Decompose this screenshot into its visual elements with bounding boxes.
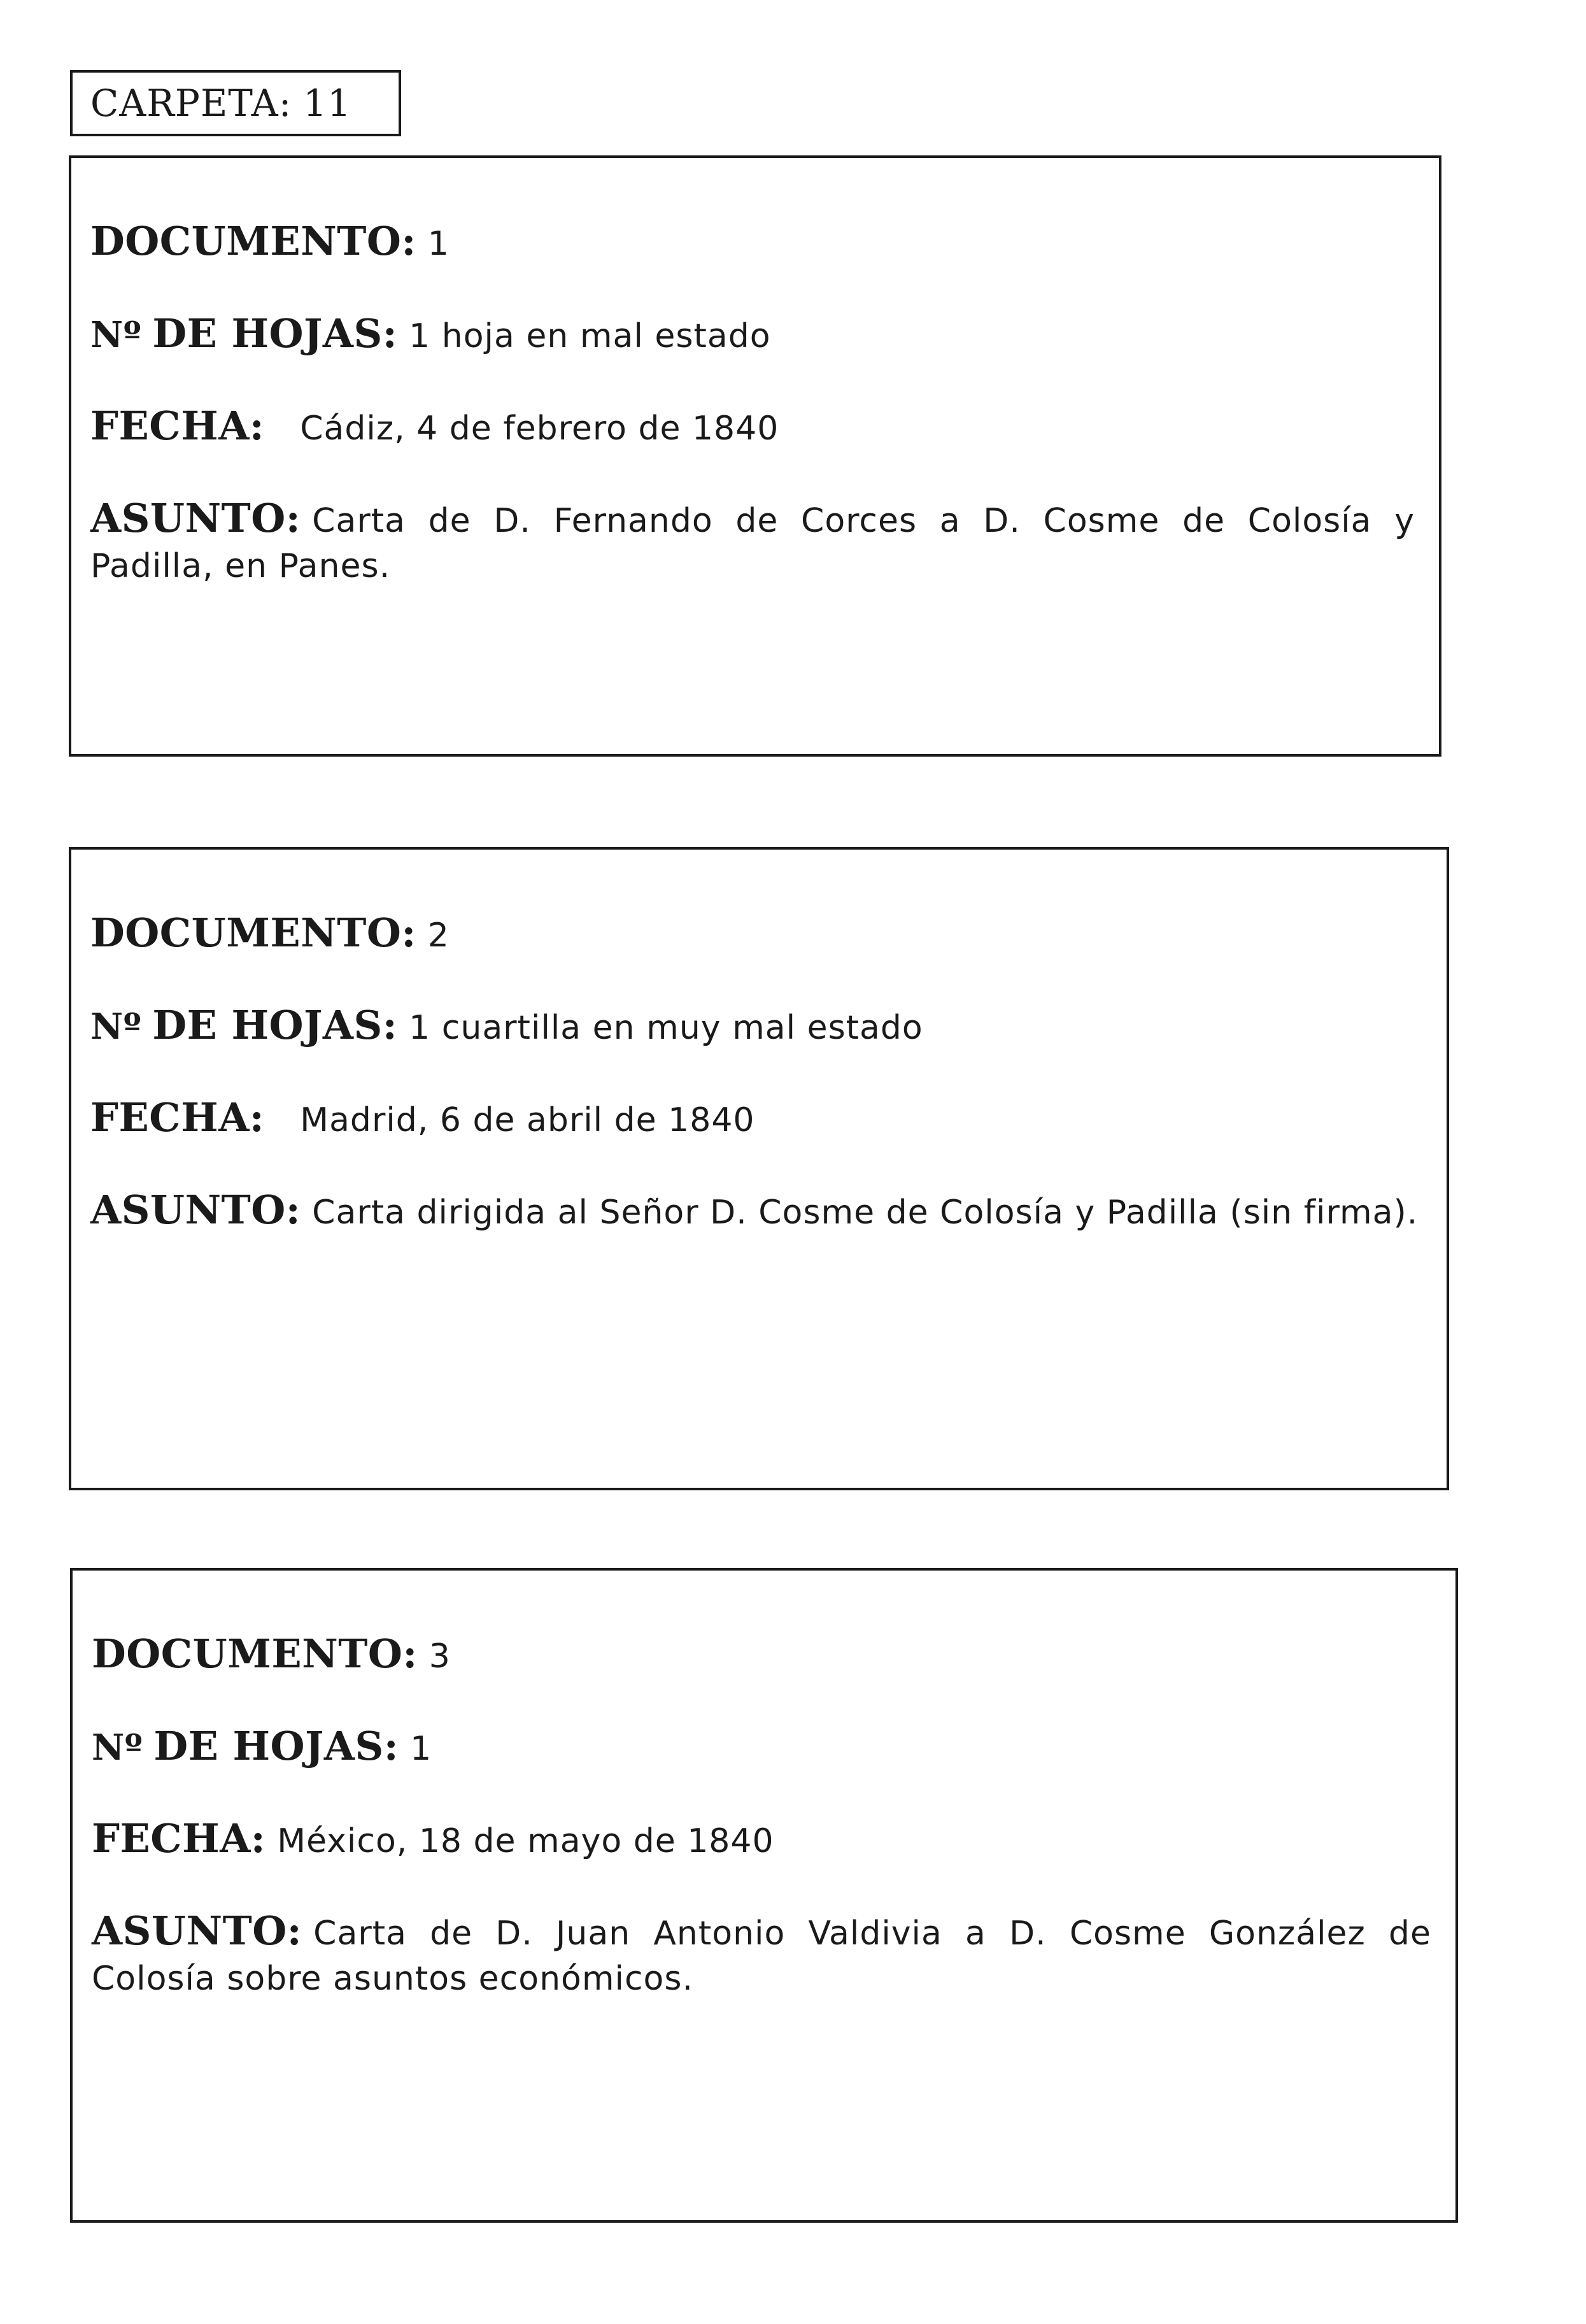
- date-value: Cádiz, 4 de febrero de 1840: [300, 410, 779, 448]
- document-label: DOCUMENTO:: [90, 909, 416, 956]
- sheets-value: 1: [410, 1730, 432, 1768]
- date-label: FECHA:: [90, 1094, 265, 1141]
- sheets-row: [92, 1724, 1431, 1771]
- sheets-prefix: Nº: [92, 1727, 143, 1769]
- sheets-prefix: Nº: [90, 314, 142, 356]
- sheets-label: DE HOJAS:: [152, 1002, 398, 1048]
- document-card-3: [70, 1568, 1458, 2223]
- document-label: DOCUMENTO:: [92, 1630, 418, 1677]
- subject-label: ASUNTO:: [90, 495, 301, 541]
- subject-row: [90, 1188, 1422, 1235]
- date-row: [90, 1095, 1422, 1143]
- date-label: FECHA:: [90, 403, 265, 449]
- subject-value: Carta dirigida al Señor D. Cosme de Colosía y Padilla (sin firma).: [312, 1194, 1419, 1232]
- sheets-prefix: Nº: [90, 1006, 142, 1048]
- sheets-row: [90, 1003, 1422, 1050]
- document-number-row: [92, 1632, 1431, 1679]
- subject-label: ASUNTO:: [90, 1187, 301, 1233]
- folder-header: [70, 70, 401, 136]
- date-row: [92, 1816, 1431, 1864]
- subject-value: Carta de D. Juan Antonio Valdivia a D. Cosme González de Colosía sobre asuntos económicos.: [92, 1914, 1431, 1998]
- document-label: DOCUMENTO:: [90, 218, 416, 264]
- date-value: México, 18 de mayo de 1840: [277, 1822, 774, 1860]
- document-number-row: [90, 219, 1415, 266]
- subject-row: [92, 1909, 1431, 2001]
- document-number: 2: [427, 916, 450, 955]
- sheets-label: DE HOJAS:: [153, 1723, 399, 1769]
- folder-number: 11: [303, 82, 352, 125]
- subject-row: [90, 496, 1415, 588]
- sheets-value: 1 hoja en mal estado: [409, 317, 771, 355]
- document-card-1: [69, 155, 1441, 757]
- document-number-row: [90, 911, 1422, 958]
- document-number: 3: [428, 1637, 451, 1676]
- sheets-value: 1 cuartilla en muy mal estado: [409, 1009, 923, 1047]
- subject-value: Carta de D. Fernando de Corces a D. Cosme de Colosía y Padilla, en Panes.: [90, 502, 1415, 585]
- document-number: 1: [427, 225, 450, 263]
- sheets-row: [90, 311, 1415, 359]
- date-row: [90, 404, 1415, 451]
- document-card-2: [69, 847, 1449, 1490]
- folder-label: CARPETA:: [90, 82, 292, 125]
- subject-label: ASUNTO:: [92, 1907, 302, 1954]
- sheets-label: DE HOJAS:: [152, 310, 398, 357]
- date-value: Madrid, 6 de abril de 1840: [300, 1101, 755, 1139]
- date-label: FECHA:: [92, 1815, 266, 1862]
